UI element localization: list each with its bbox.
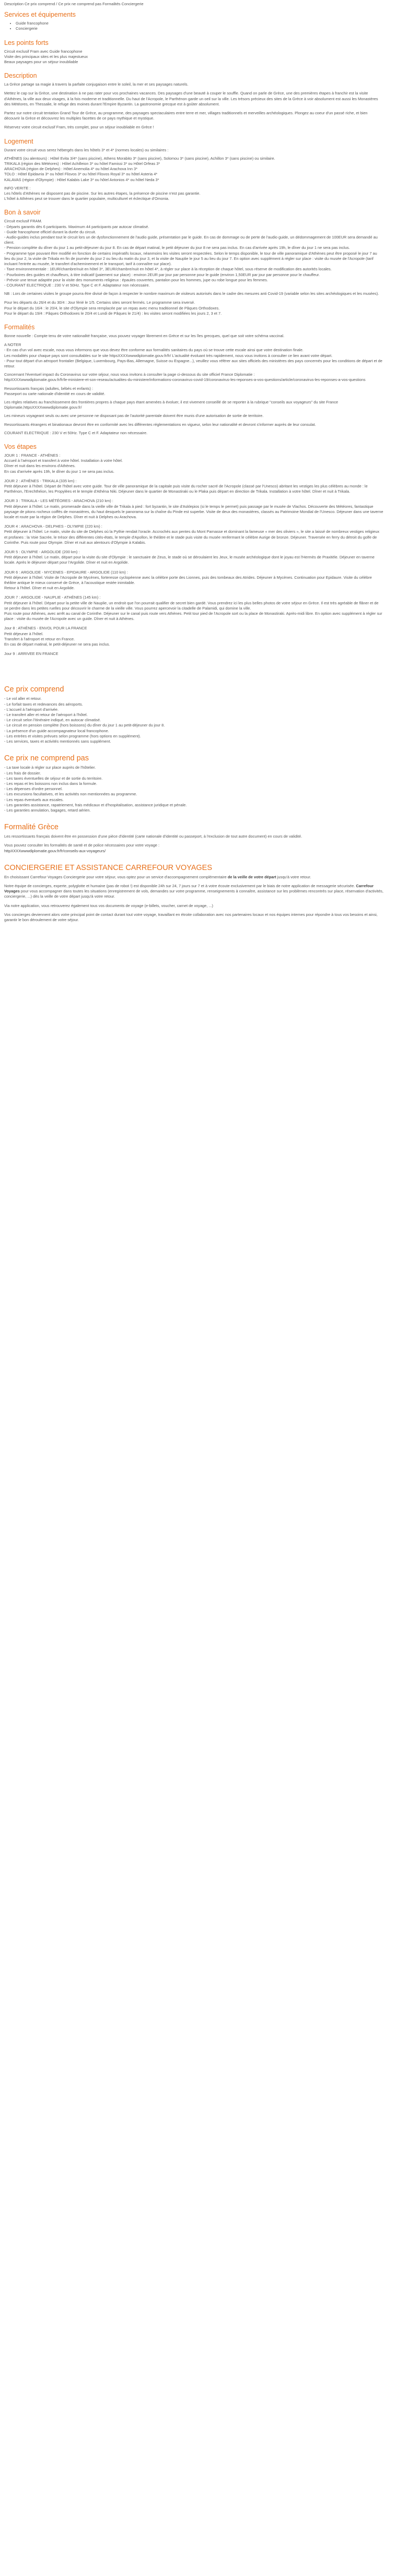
text-line: COURANT ELECTRIQUE : 230 V et 50Hz. Type C et F. Adaptateur non nécessaire. (4, 430, 148, 435)
day-text: Petit déjeuner à l'hôtel. Départ pour la petite ville de Nauplie, un endroit que l'on pourrait qualifier de secret bien gardé. Vous prendrez ici les plus belles photos de votre séjour en Grèce. Il est très agréable de flâner et de se perdre dans les petites ruelles pour découvrir le charme de la vieille ville. Vous pourrez apercevoir la citadelle de Palamidi, qui domine la ville. Puis route pour Athènes, avec arrêt au canal de Corinthe. Déjeuner sur le canal puis route vers Athènes. Petit tour pied de l'Acropole sort ou la place de Monastiraki. Après-midi libre. En option avec supplément à régler sur place : visite du musée de l'Acropole avec un guide. Dîner et nuit à Athènes. (4, 600, 382, 622)
text-line: Concernant l'éventuel impact du Coronavirus sur votre séjour, nous vous invitons à consulter la page ci-dessous du site officiel France Diplomatie : (4, 372, 255, 377)
description-paragraph: Réservez votre circuit exclusif Fram, très complet, pour un séjour inoubliable en Grèce ! (4, 125, 154, 130)
text-line: KALAVAS (région d'Olympie) : Hôtel Kalabis Lake 3* ou hôtel Antonios 4* ou hôtel Neda 3* (4, 177, 159, 182)
text-line: - Les repas et les boissons non inclus dans la formule. (4, 781, 97, 786)
diplomatie-link[interactable]: httpXXXXwwwdiplomatie.gouv.fr/fr/conseils-aux-voyageurs/ (4, 848, 106, 853)
text-line: ARACHOVA (région de Delphes) : Hôtel Anemolia 4* ou hôtel Arachova Inn 3* (4, 166, 137, 172)
concierge-text: En choisissant Carrefour Voyages Conciergerie pour votre séjour, vous optez pour un service d'accompagnement complémentaire (4, 874, 228, 879)
concierge-text: pour vous accompagner dans toutes les situations (enregistrement de vols, demandes sur votre programme, renseignements à connaître, assistance sur les problèmes rencontrés sur place, réservation d'activités, conciergerie, ...) dès la veille de votre départ jusqu'à votre retour. (4, 889, 383, 899)
text-line: Les mineurs voyageant seuls ou avec une personne ne disposant pas de l'autorité parentale doivent être munis d'une autorisation de sortie de territoire. (4, 413, 264, 419)
price-includes-lines (4, 696, 383, 744)
services-list (4, 21, 383, 31)
concierge-emphasis: de la veille de votre départ (227, 874, 276, 879)
concierge-text: jusqu'à votre retour. (276, 874, 311, 879)
text-line: INFO VERITE : (4, 185, 31, 190)
description-section (4, 72, 383, 130)
text-line: Durant votre circuit vous serez hébergés dans les hôtels 3* et 4* (normes locales) ou similaires : (4, 147, 169, 152)
text-line: - En cas d'un vol avec escale, nous vous informons que vous devez être conforme aux formalités sanitaires du pays où se trouve cette escale ainsi que votre destination finale. (4, 348, 304, 353)
day-title: JOUR 2 : ATHÈNES - TRIKALA (335 km) : (4, 478, 77, 483)
text-line: Circuit exclusif FRAM. (4, 219, 42, 224)
product-description-page (0, 0, 388, 937)
text-line: - La taxe locale à régler sur place auprès de l'hôtelier. (4, 765, 96, 770)
text-line: - Le circuit selon l'itinéraire indiqué, en autocar climatisé. (4, 718, 101, 723)
date-note: Pour le départ du 19/4 : Pâques Orthodoxes le 20/4 et Lundi de Pâques le 21/4) : les visites seront modifiées les jours 2, 3 et 7. (4, 311, 222, 316)
text-line: TRIKALA (région des Météores) : Hôtel Achilleion 3* ou hôtel Famissi 3* ou Hôtel Orfeas 3* (4, 161, 160, 166)
text-line: - Pourboires des guides et chauffeurs, à titre indicatif (paiement sur place) : environ 2EUR par jour par personne pour le guide (environ 1,50EUR par jour par personne pour le chauffeur. (4, 272, 320, 277)
text-line: TOLO : Hôtel Epidavria 3* ou hôtel Flisvos 3* ou hôtel Flisvos Royal 3* ou hôtel Asteria 4* (4, 172, 158, 177)
text-line: - Les dépenses d'ordre personnel. (4, 786, 63, 792)
text-line: - Les taxes éventuelles de séjour et de sortie du territoire. (4, 776, 103, 781)
itinerary-day (4, 570, 383, 591)
text-line: - Prévoir une tenue adaptée pour la visite des monuments religieux : épaules couvertes, pantalon pour les hommes, jupe ou robe longue pour les femmes. (4, 277, 268, 282)
day-title: JOUR 5 : OLYMPIE - ARGOLIDE (200 km) : (4, 550, 80, 555)
itinerary-day (4, 595, 383, 622)
description-paragraph: Mettez le cap sur la Grèce, une destination à ne pas rater pour vos prochaines vacances. Des paysages d'une beauté à couper le souffle. Quand on parle de Grèce, une des premières étapes à franchir est la visite d'Athènes, la ville aux deux visages, à la fois moderne et traditionnelle. Du haut de l'Acropole, le Parthénon garde un oeil sur la ville. Les trésors précieux des sites de la Grèce à voir absolument est aussi les Monastères des Météores, en Thessalie, le refuge des moines durant l'Empire Byzantin. La gastronomie grecque est à goûter absolument. (4, 91, 378, 106)
price-includes-title: Ce prix comprend (4, 685, 64, 694)
greece-formalities-text: Vous pouvez consulter les formalités de santé et de police nécessaires pour votre voyage : (4, 843, 160, 848)
greece-formalities-text: Les ressortissants français doivent être en possession d'une pièce d'identité (carte nationale d'identité ou passeport, à l'exclusion de tout autre document) en cours de validité. (4, 834, 302, 839)
text-line: - Le transfert aller et retour de l'aéroport à l'hôtel. (4, 712, 88, 718)
itinerary-day (4, 651, 383, 657)
price-includes-section (4, 685, 383, 744)
highlight-line: Beaux paysages pour un séjour inoubliable (4, 59, 78, 65)
description-paragraph: Partez sur notre circuit tentation Grand Tour de Grèce, au programme, des paysages spectaculaires entre terre et mer, villages traditionnels et merveilles archéologiques. Plongez au coeur d'un passé riche, et bien découvrir la Grèce et découvrez les multiples facettes de ce pays mythique et mystique. (4, 111, 368, 121)
text-line: - Les excursions facultatives, et les activités non mentionnées au programme. (4, 792, 137, 797)
day-title: Jour 8 : ATHÈNES - ENVOL POUR LA FRANCE (4, 626, 87, 631)
services-title: Services et équipements (4, 11, 76, 19)
good-to-know-lines (4, 219, 383, 288)
good-to-know-title: Bon à savoir (4, 209, 41, 217)
text-line: - Taxe environnementale : 1EUR/chambre/nuit en hôtel 3*, 3EUR/chambre/nuit en hôtel 4*, à régler sur place à la réception de chaque hôtel, sous réserve de modification des autorités locales. (4, 267, 332, 272)
greece-formalities-title: Formalité Grèce (4, 823, 59, 832)
lodging-title: Logement (4, 137, 33, 145)
lodging-section (4, 138, 383, 202)
text-line: - La présence d'un guide accompagnateur local francophone. (4, 728, 109, 733)
text-line: - Les repas éventuels aux escales. (4, 797, 64, 802)
text-line: - Pour tout départ d'un aéroport frontalier (Belgique, Luxembourg, Pays-Bas, Allemagne, Suisse ou Espagne...), veuillez vous référer aux sites officiels des ministères des pays concernés pour les conditions de départ et de retour. (4, 358, 382, 368)
day-title: JOUR 7 : ARGOLIDE - NAUPLIE - ATHÈNES (145 km) : (4, 595, 101, 600)
concierge-emphasis: Carrefour Voyages (4, 883, 374, 894)
day-text: Petit déjeuner à l'hôtel. Transfert à l'aéroport et retour en France. En cas de départ matinal, le petit-déjeuner ne sera pas inclus. (4, 631, 110, 647)
services-section (4, 11, 383, 31)
list-item: • Conciergerie (16, 26, 383, 31)
day-title: JOUR 3 : TRIKALA - LES MÉTÉORES - ARACHOVA (210 km) : (4, 498, 113, 504)
date-note: Pour le départ du 16/4 : le 20/4, le site d'Olympie sera remplacée par un repas avec menu traditionnel de Pâques Orthodoxes. (4, 305, 220, 311)
text-line: - Les entrées et visites prévues selon programme (hors options en supplément). (4, 733, 141, 738)
formalities-lines (4, 342, 383, 436)
itinerary-title: Vos étapes (4, 443, 37, 450)
concierge-paragraph (4, 884, 383, 900)
text-line: - Audio-guides inclus pendant tout le circuit lors un de dysfonctionnement de l'audio guide, présentation par le guide. En cas de dommage ou de perte de l'audio guide, un dédommagement de 100EUR sera demandé au client. (4, 235, 378, 245)
day-text: Accueil à l'aéroport et transfert à votre hôtel. Installation à votre hôtel. Dîner et nuit dans les environs d'Athènes. En cas d'arrivée après 19h, le dîner du jour 1 ne sera pas inclus. (4, 458, 123, 474)
concierge-title: CONCIERGERIE ET ASSISTANCE CARREFOUR VOYAGES (4, 863, 213, 872)
concierge-paragraph: Vos concierges deviennent alors votre principal point de contact durant tout votre voyage, travaillant en étroite collaboration avec nos partenaires locaux et nos équipes internes pour répondre à tous vos besoins et ainsi, garantir le bon déroulement de votre séjour. (4, 912, 378, 922)
text-line: ATHÈNES (ou alentours) : Hôtel Evita 3/4* (sans piscine), Athens Morabito 3* (sans piscine), Solomou 3* (sans piscine), Achillon 3* (sans piscine) ou similaire. (4, 156, 275, 161)
text-line: Les règles relatives au franchissement des frontières propres à chaque pays étant amenées à évoluer, il est vivement conseillé de se reporter à la rubrique "conseils aux voyageurs" du site France (4, 399, 339, 404)
formalities-intro: Bonne nouvelle : Compte tenu de votre nationalité française, vous pouvez voyager librement en Grèce et sur les îles grecques, quel que soit votre schéma vaccinal. (4, 333, 285, 338)
day-text: Petit déjeuner à l'hôtel. Le matin, départ pour la visite du site d'Olympie : le sanctuaire de Zeus, le stade où se déroulaient les Jeux, le musée archéologique dont le joyau est l'Hermès de Praxitèle. Déjeuner en taverne locale. Après le déjeuner départ pour l'Argolide. Dîner et nuit en Argolide. (4, 555, 375, 565)
covid-note: NB : Lors de certaines visites le groupe pourra être divisé de façon à respecter le nombre maximum de visiteurs autorisés dans le cadre des mesures anti Covid-19 (variable selon les sites archéologiques et les musées). (4, 291, 379, 296)
text-line: Ressortissants français (adultes, bébés et enfants) : (4, 386, 94, 391)
text-line: L'hôtel à Athènes peut se trouver dans le quartier populaire, multiculturel et éclectique d'Omonia. (4, 196, 169, 201)
itinerary-day (4, 453, 383, 474)
itinerary-day (4, 479, 383, 495)
text-line: - Les garanties assistance, rapatriement, frais médicaux et d'hospitalisation, assistance juridique et pénale. (4, 802, 187, 807)
itinerary-day (4, 626, 383, 647)
day-title: JOUR 6 : ARGOLIDE - MYCENES - EPIDAURE - ARGOLIDE (110 km) : (4, 569, 128, 575)
itinerary-day (4, 524, 383, 545)
itinerary-day (4, 550, 383, 566)
highlight-line: Visite des principaux sites et les plus majestueux (4, 54, 88, 59)
day-title: Jour 9 : ARRIVEE EN FRANCE (4, 651, 59, 657)
itinerary-section (4, 443, 383, 657)
text-line: - COURANT ELECTRIQUE : 230 V et 50Hz. Type C et F. Adaptateur non nécessaire. (4, 282, 150, 288)
text-line: - L'accueil à l'aéroport d'arrivée. (4, 707, 59, 712)
formalities-section (4, 324, 383, 436)
concierge-paragraph: Via notre application, vous retrouverez également tous vos documents de voyage (e-billets, voucher, carnet de voyage, ...) (4, 903, 214, 908)
day-text: Petit déjeuner à l'hôtel. Le matin, promenade dans la vieille ville de Trikala à pied : fort byzantin, le site d'Asklepios (si le temps le permet) puis passage par le musée de Vlachos. Découverte des Météores, fantastique paysage de pitons rocheux coiffés de monastères, du haut desquels le panorama sur la chaîne du Pinde est superbe. Visite de deux des monastères, classés au Patrimoine Mondial de l'Unesco. Déjeuner dans une taverne locale et route par la région de Delphes. Dîner et nuit à Delphes ou Arachova. (4, 504, 383, 519)
good-to-know-section (4, 209, 383, 316)
price-excludes-title: Ce prix ne comprend pas (4, 754, 89, 763)
formalities-title: Formalités (4, 323, 35, 331)
text-line: - Le circuit en pension complète (hors boissons) du dîner du jour 1 au petit-déjeuner du jour 8. (4, 723, 165, 728)
text-line: - Pension complète du dîner du jour 1 au petit-déjeuner du jour 8. En cas de départ matinal, le petit déjeuner du jour 8 ne sera pas inclus. En cas d'arrivée après 19h, le dîner du jour 1 ne sera pas inclus. (4, 245, 350, 251)
highlight-line: Circuit exclusif Fram avec Guide francophone (4, 49, 83, 54)
text-line: - Les services, taxes et activités mentionnés sans supplément. (4, 739, 111, 744)
tabs-summary-line: Description Ce prix comprend / Ce prix ne comprend pas Formalités Conciergerie (4, 2, 144, 6)
price-excludes-section (4, 754, 383, 813)
concierge-section (4, 863, 383, 923)
text-line: Ressortissants étrangers et binationaux devront être en conformité avec les différentes réglementations en vigueur, selon leur nationalité et devront s'informer auprès de leur consulat. (4, 422, 316, 427)
concierge-text: Notre équipe de concierges, experte, polyglotte et humaine (pas de robot !) est disponible 24h sur 24, 7 jours sur 7 et à votre écoute exclusivement par le biais de notre application de messagerie sécurisée. (4, 883, 356, 888)
text-line: - Les frais de dossier. (4, 770, 41, 776)
itinerary-days (4, 453, 383, 657)
text-line: - Départs garantis dès 6 participants. Maximum 44 participants par autocar climatisé. (4, 224, 149, 229)
price-excludes-lines (4, 765, 383, 813)
text-line: Passeport ou carte nationale d'identité en cours de validité. (4, 391, 106, 396)
text-line: - Programme type pouvant être modifié en fonction de certains impératifs locaux, néanmoins les visites seront respectées. Selon le temps disponible, le tour de ville panoramique d'Athènes peut être proposé le jour 7 au lieu du jour 2, la visite de Trikala en fin de journée du jour 2 ou lieu du matin du jour 3, et la visite de Nauplie le jour 5 au lieu du jour 7. En option avec supplément à régler sur place : visite du musée de l'Acropole (tarif incluant l'entrée au musée, le transfert d'acheminement et le transport, tarif à connaître sur place). (4, 251, 377, 267)
day-text: Petit déjeuner à l'hôtel. Visite de l'Acropole de Mycènes, forteresse cyclopéenne avec la célèbre porte des Lionnes, puis des tombeaux des Atrides. Déjeuner à Mycènes. Continuation pour Epidaure. Visite du célèbre théâtre antique le mieux conservé de Grèce, à l'acoustique restée inimitable. Retour à l'hôtel. Dîner et nuit en Argolide. (4, 575, 372, 591)
text-line: - Le forfait taxes et redevances des aéroports. (4, 701, 83, 707)
text-line: - Les garanties annulation, bagages, retard aérien. (4, 807, 91, 813)
day-text: Petit déjeuner à l'hôtel. Départ de l'hôtel avec votre guide. Tour de ville panoramique de la capitale puis visite du rocher sacré de l'Acropole (classé par l'Unesco) abritant les vestiges les plus célèbres au monde : le Parthénon, l'Erechthéion, les Propylées et le temple d'Athéna Niki. Déjeuner dans le quartier de Monastiraki ou le Plaka puis départ en direction de Trikala. Installation à votre hôtel. Dîner et nuit à Trikala. (4, 483, 368, 494)
description-title: Description (4, 72, 37, 80)
lodging-lines (4, 148, 383, 202)
day-text: Petit déjeuner à l'hôtel. Le matin, visite du site de Delphes où la Pythie rendait l'oracle. Accrochés aux pentes du Mont Parnasse et dominant la fameuse « mer des oliviers », le site a laissé de nombreux vestiges religieux et profanes : la Voie Sacrée, le trésor des différentes cités-états, le temple d'Apollon, le théâtre et le stade puis visite du musée renfermant le célèbre Aurige de bronze. Déjeuner. Traversée en ferry du détroit du golfe de Corinthe. Puis route pour Olympie. Dîner et nuit aux alentours d'Olympie à Kalabis. (4, 529, 380, 545)
day-title: JOUR 4 : ARACHOVA - DELPHES - OLYMPIE (220 km) : (4, 524, 102, 529)
text-line: httpXXXXwwwdiplomatie.gouv.fr/fr/le-ministere-et-son-reseau/actualites-du-ministere/informations-coronavirus-covid-19/coronavirus-les-reponses-a-vos-questions/article/coronavirus-les-reponses-a-vos-questions (4, 377, 366, 383)
text-line: A NOTER (4, 342, 21, 348)
highlights-section (4, 39, 383, 65)
highlights-title: Les points forts (4, 39, 49, 46)
greece-formalities-section (4, 822, 383, 854)
description-paragraph: La Grèce partage sa magie à travers la parfaite conjugaison entre le soleil, la mer et ses paysages naturels. (4, 82, 189, 87)
text-line: Les modalités pour chaque pays sont consultables sur le site httpsXXXXwwwdiplomatie.gouv.fr/fr/ L'actualité évoluant très rapidement, nous vous invitons à consulter ce lien avant votre départ. (4, 353, 333, 358)
text-line: Diplomatie,httpsXXXXwwwdiplomatie.gouv.fr/ (4, 405, 82, 410)
itinerary-day (4, 498, 383, 520)
list-item: • Guide francophone (16, 21, 383, 26)
date-note: Pour les départs du 26/4 et du 30/4 : Jour férié le 1/5. Certains sites seront fermés. Le programme sera inversé. (4, 300, 195, 305)
text-line: - Guide francophone officiel durant la durée du circuit. (4, 229, 96, 234)
text-line: Les hôtels d'Athènes ne disposent pas de piscine. Sur les autres étapes, la présence de piscine n'est pas garantie. (4, 191, 201, 196)
concierge-paragraph (4, 875, 383, 880)
day-title: JOUR 1 : FRANCE - ATHÈNES : (4, 452, 61, 458)
text-line: - Le vol aller et retour. (4, 696, 42, 701)
